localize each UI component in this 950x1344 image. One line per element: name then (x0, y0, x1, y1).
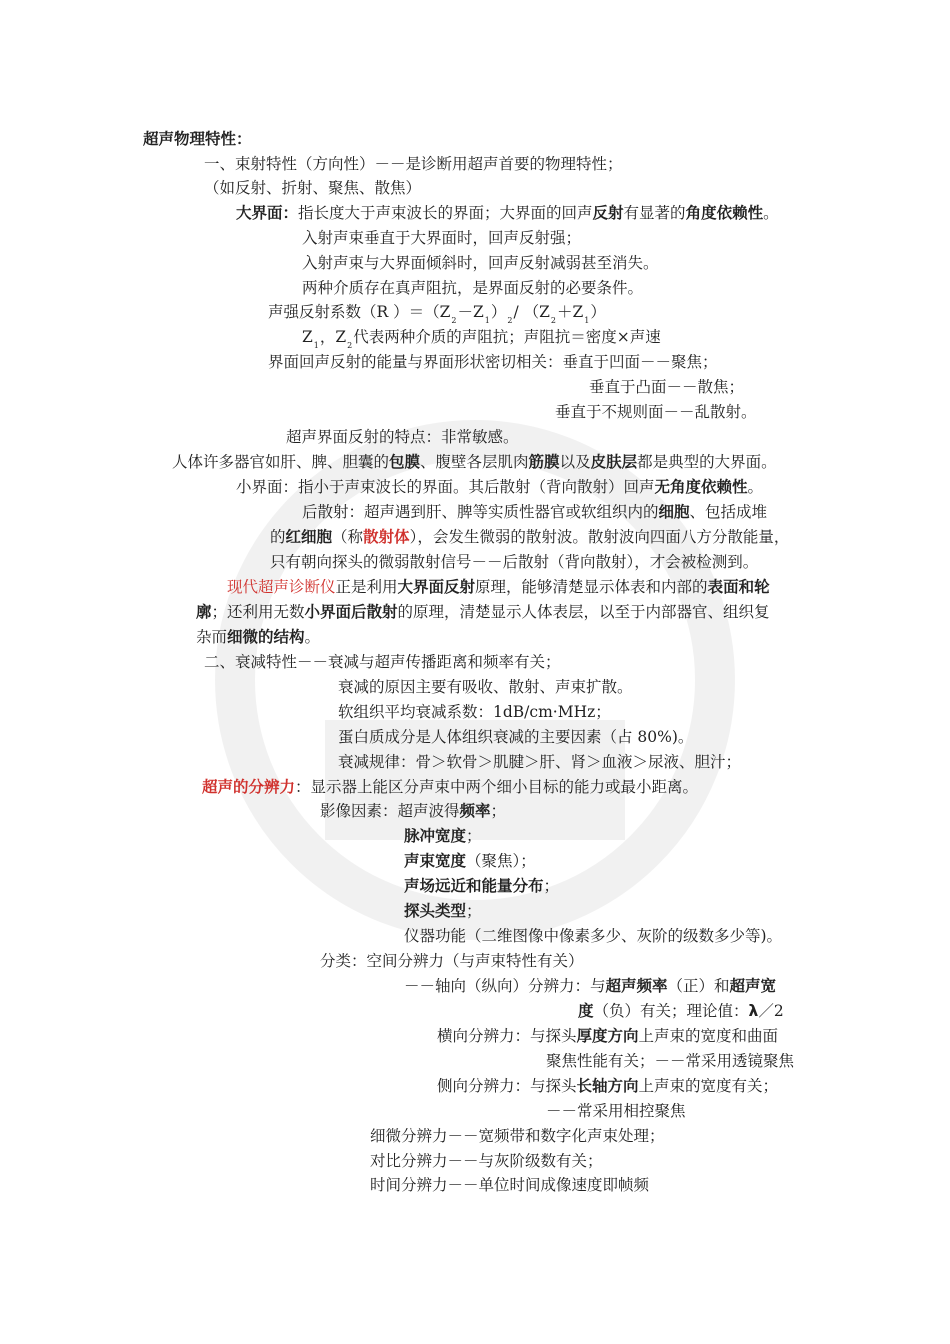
section-1-parenthetical: （如反射、折射、聚焦、散焦） (204, 179, 422, 197)
factor-frequency: 影像因素：超声波得频率； (320, 802, 507, 820)
text-line: 衰减的原因主要有吸收、散射、声束扩散。 (338, 678, 633, 696)
text-line: 衰减规律：骨＞软骨＞肌腱＞肝、肾＞血液＞尿液、胆汁； (338, 753, 742, 771)
elevational-resolution-line-2: －－常采用相控聚焦 (546, 1102, 686, 1120)
section-2-title: 二、衰减特性－－衰减与超声传播距离和频率有关； (204, 653, 561, 671)
text-line: 入射声束垂直于大界面时，回声反射强； (302, 229, 582, 247)
lateral-resolution-line-2: 聚焦性能有关；－－常采用透镜聚焦 (546, 1052, 795, 1070)
impedance-line: $Z_1$，$Z_2$代表两种介质的声阻抗；声阻抗＝密度×声速 (302, 328, 661, 350)
modern-device-line-3: 杂而细微的结构。 (196, 628, 321, 646)
large-interface-label: 大界面： (236, 204, 299, 222)
resolution-label: 超声的分辨力 (202, 778, 296, 796)
fine-resolution-line: 细微分辨力－－宽频带和数字化声束处理； (370, 1127, 665, 1145)
section-1-title: 一、束射特性（方向性）－－是诊断用超声首要的物理特性； (204, 155, 623, 173)
text-line: 入射声束与大界面倾斜时，回声反射减弱甚至消失。 (302, 254, 659, 272)
modern-device-line-2: 廓；还利用无数小界面后散射的原理，清楚显示人体表层，以至于内部器官、组织复 (196, 603, 770, 621)
reflection-coefficient-formula: 声强反射系数（R ）$=(Z_2-Z_1)_2/$ $(Z_2+Z_1)$ (268, 303, 606, 325)
text-line: 蛋白质成分是人体组织衰减的主要因素（占 80%)。 (338, 728, 694, 746)
factor-probe-type: 探头类型； (404, 902, 482, 920)
elevational-resolution-line-1: 侧向分辨力：与探头长轴方向上声束的宽度有关； (437, 1077, 779, 1095)
resolution-definition: 超声的分辨力：显示器上能区分声束中两个细小目标的能力或最小距离。 (202, 778, 699, 796)
text-line: 超声界面反射的特点：非常敏感。 (286, 428, 519, 446)
large-interface-definition: 大界面：指长度大于声束波长的界面；大界面的回声反射有显著的角度依赖性。 (236, 204, 779, 222)
classification-line: 分类：空间分辨力（与声束特性有关） (320, 952, 584, 970)
text-line: 垂直于不规则面－－乱散射。 (555, 403, 757, 421)
backscatter-line-1: 后散射：超声遇到肝、脾等实质性器官或软组织内的细胞、包括成堆 (302, 503, 768, 521)
lateral-resolution-line-1: 横向分辨力：与探头厚度方向上声束的宽度和曲面 (437, 1027, 779, 1045)
factor-instrument: 仪器功能（二维图像中像素多少、灰阶的级数多少等)。 (404, 927, 783, 945)
text-line: 界面回声反射的能量与界面形状密切相关：垂直于凹面－－聚焦； (268, 353, 718, 371)
factor-pulse-width: 脉冲宽度； (404, 827, 482, 845)
factor-sound-field: 声场远近和能量分布； (404, 877, 560, 895)
text-line: 垂直于凸面－－散焦； (589, 378, 745, 396)
temporal-resolution-line: 时间分辨力－－单位时间成像速度即帧频 (370, 1176, 650, 1194)
text-line: 两种介质存在真声阻抗，是界面反射的必要条件。 (302, 279, 644, 297)
page-heading: 超声物理特性： (143, 130, 252, 148)
factor-beam-width: 声束宽度（聚焦）； (404, 852, 536, 870)
text-line: 软组织平均衰减系数：1dB/cm·MHz； (338, 703, 611, 721)
modern-device-line-1: 现代超声诊断仪正是利用大界面反射原理，能够清楚显示体表和内部的表面和轮 (227, 578, 770, 596)
backscatter-line-2: 的红细胞（称散射体），会发生微弱的散射波。散射波向四面八方分散能量， (270, 528, 790, 546)
small-interface-definition: 小界面：指小于声束波长的界面。其后散射（背向散射）回声无角度依赖性。 (236, 478, 764, 496)
axial-resolution-line-1: －－轴向（纵向）分辨力：与超声频率（正）和超声宽 (404, 977, 777, 995)
axial-resolution-line-2: 度（负）有关；理论值：λ／2 (578, 1002, 784, 1020)
organs-line: 人体许多器官如肝、脾、胆囊的包膜、腹壁各层肌肉筋膜以及皮肤层都是典型的大界面。 (172, 453, 777, 471)
backscatter-line-3: 只有朝向探头的微弱散射信号－－后散射（背向散射），才会被检测到。 (270, 553, 759, 571)
contrast-resolution-line: 对比分辨力－－与灰阶级数有关； (370, 1152, 603, 1170)
